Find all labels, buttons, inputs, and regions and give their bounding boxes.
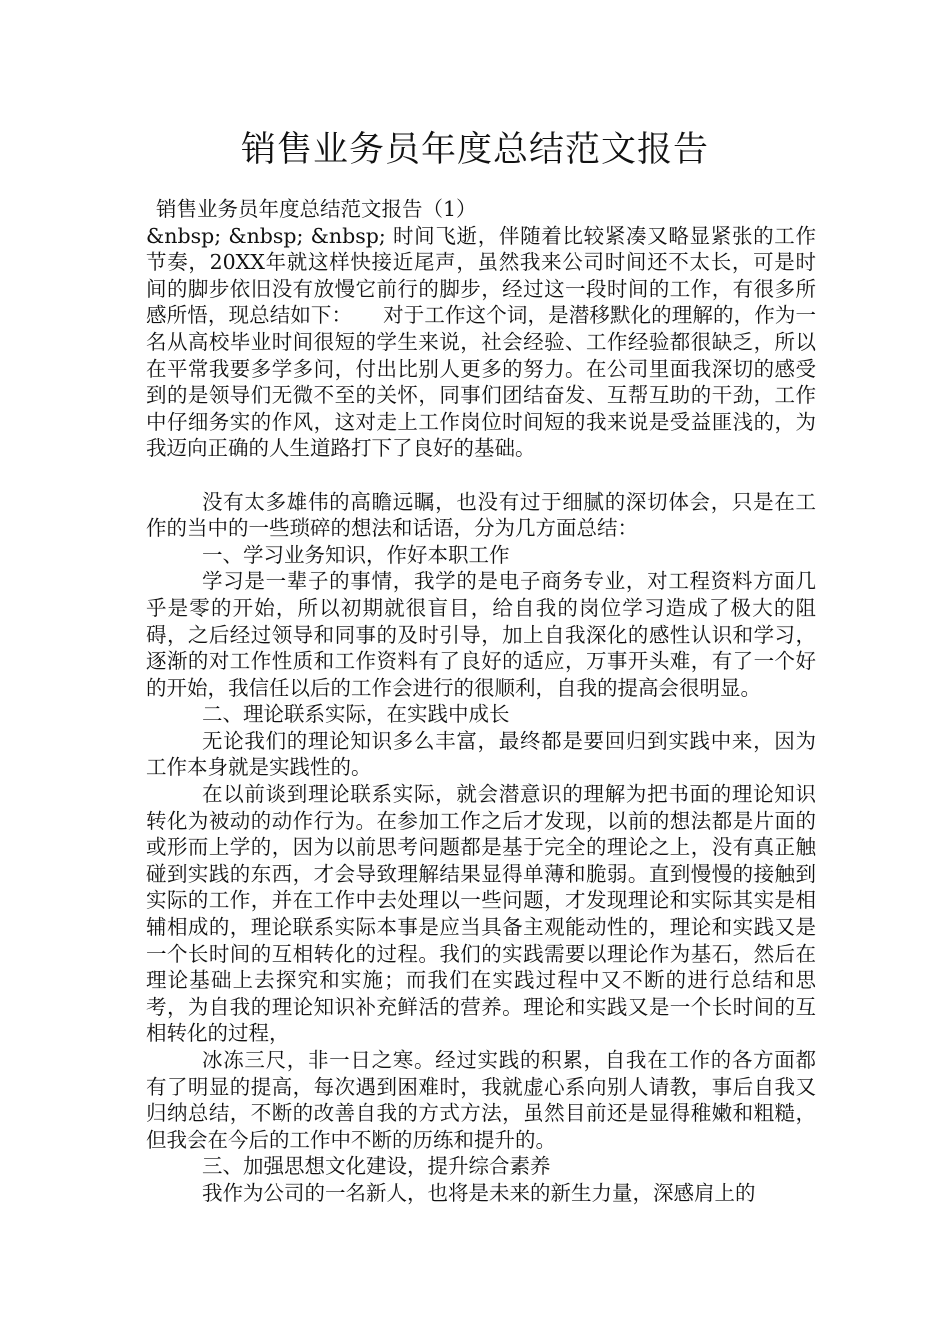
paragraph-section-3: 我作为公司的一名新人，也将是未来的新生力量，深感肩上的 [202,1180,756,1205]
document-title: 销售业务员年度总结范文报告 [240,130,709,170]
section-heading-1: 一、学习业务知识，作好本职工作 [202,542,510,567]
document-subtitle: 销售业务员年度总结范文报告（1） [156,197,477,221]
document-body [146,196,816,1207]
paragraph-section-2b: 在以前谈到理论联系实际，就会潜意识的理解为把书面的理论知识转化为被动的动作行为。在参加工作之后才发现，以前的想法都是片面的或形而上学的，因为以前思考问题都是基于完全的理论之上，没有真正触碰到实践的东西，才会导致理解结果显得单薄和脆弱。直到慢慢的接触到实际的工作，并在工作中去处理以一些问题，才发现理论和实际其实是相辅相成的，理论联系实际本事是应当具备主观能动性的，理论和实践又是一个长时间的互相转化的过程。我们的实践需要以理论作为基石，然后在理论基础上去探究和实施；而我们在实践过程中又不断的进行总结和思考，为自我的理论知识补充鲜活的营养。理论和实践又是一个长时间的互相转化的过程， [146,782,816,1046]
paragraph-overview: 没有太多雄伟的高瞻远瞩，也没有过于细腻的深切体会，只是在工作的当中的一些琐碎的想法和话语，分为几方面总结： [146,489,816,541]
section-heading-3: 三、加强思想文化建设，提升综合素养 [202,1154,551,1179]
paragraph-section-1: 学习是一辈子的事情，我学的是电子商务专业，对工程资料方面几乎是零的开始，所以初期就很盲目，给自我的岗位学习造成了极大的阻碍，之后经过领导和同事的及时引导，加上自我深化的感性认识和学习，逐渐的对工作性质和工作资料有了良好的适应，万事开头难，有了一个好的开始，我信任以后的工作会进行的很顺利，自我的提高会很明显。 [146,569,816,700]
paragraph-spacer [146,462,816,489]
paragraph-section-2a: 无论我们的理论知识多么丰富，最终都是要回归到实践中来，因为工作本身就是实践性的。 [146,728,816,780]
paragraph-section-2c: 冰冻三尺，非一日之寒。经过实践的积累，自我在工作的各方面都有了明显的提高，每次遇到困难时，我就虚心系向别人请教，事后自我又归纳总结，不断的改善自我的方式方法，虽然目前还是显得稚嫩和粗糙，但我会在今后的工作中不断的历练和提升的。 [146,1048,816,1152]
section-heading-2: 二、理论联系实际，在实践中成长 [202,702,510,727]
paragraph-intro: &nbsp; &nbsp; &nbsp; 时间飞逝，伴随着比较紧凑又略显紧张的工作节奏，20XX年就这样快接近尾声，虽然我来公司时间还不太长，可是时间的脚步依旧没有放慢它前行的脚步，经过这一段时间的工作，有很多所感所悟，现总结如下： 对于工作这个词，是潜移默化的理解的，作为一名从高校毕业时间很短的学生来说，社会经验、工作经验都很缺乏，所以在平常我要多学多问，付出比别人更多的努力。在公司里面我深切的感受到的是领导们无微不至的关怀，同事们团结奋发、互帮互助的干劲，工作中仔细务实的作风，这对走上工作岗位时间短的我来说是受益匪浅的，为我迈向正确的人生道路打下了良好的基础。 [146,223,816,461]
